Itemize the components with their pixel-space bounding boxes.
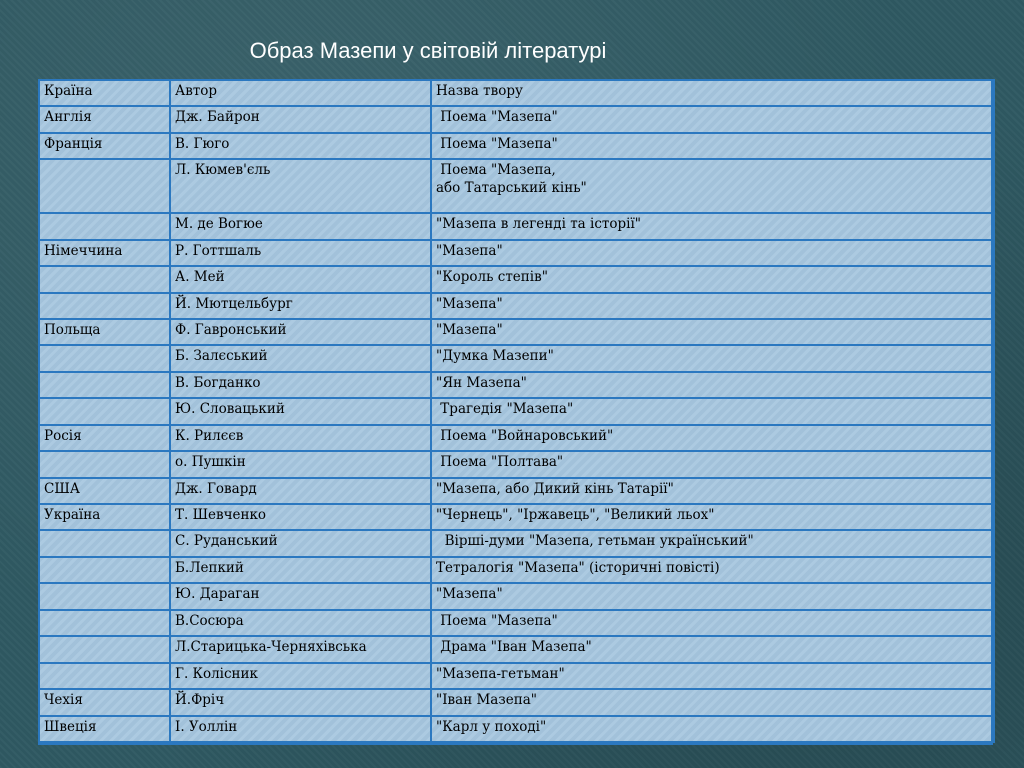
author-cell: Дж. Говард — [170, 478, 431, 504]
country-cell — [39, 530, 170, 556]
table-row — [39, 319, 994, 345]
table-row — [39, 345, 994, 371]
author-cell: С. Руданський — [170, 530, 431, 556]
country-cell: Німеччина — [39, 240, 170, 266]
table-row — [39, 689, 994, 715]
country-cell — [39, 213, 170, 239]
country-cell — [39, 610, 170, 636]
table-row — [39, 133, 994, 159]
work-cell: "Мазепа-гетьман" — [431, 663, 994, 689]
work-cell: Вірші-думи "Мазепа, гетьман український" — [431, 530, 994, 556]
table-header-row — [39, 80, 994, 106]
table-row — [39, 478, 994, 504]
table-row — [39, 663, 994, 689]
table-row — [39, 266, 994, 292]
country-cell — [39, 159, 170, 213]
work-cell: "Мазепа в легенді та історії" — [431, 213, 994, 239]
header-author: Автор — [170, 80, 431, 106]
work-cell: Поема "Мазепа, або Татарський кінь" — [431, 159, 994, 213]
header-country: Країна — [39, 80, 170, 106]
country-cell — [39, 557, 170, 583]
works-table-container — [38, 79, 993, 745]
author-cell: Дж. Байрон — [170, 106, 431, 132]
table-row — [39, 240, 994, 266]
author-cell: о. Пушкін — [170, 451, 431, 477]
works-table — [38, 79, 995, 743]
table-row — [39, 106, 994, 132]
work-cell: "Ян Мазепа" — [431, 372, 994, 398]
work-cell: Поема "Мазепа" — [431, 610, 994, 636]
country-cell — [39, 345, 170, 371]
work-cell: "Мазепа" — [431, 240, 994, 266]
work-cell: "Король степів" — [431, 266, 994, 292]
work-cell: "Думка Мазепи" — [431, 345, 994, 371]
author-cell: Ю. Словацький — [170, 398, 431, 424]
work-cell: "Чернець", "Іржавець", "Великий льох" — [431, 504, 994, 530]
country-cell: Росія — [39, 425, 170, 451]
table-row — [39, 583, 994, 609]
country-cell: США — [39, 478, 170, 504]
author-cell: Р. Готтшаль — [170, 240, 431, 266]
country-cell: Україна — [39, 504, 170, 530]
country-cell: Англія — [39, 106, 170, 132]
table-row — [39, 636, 994, 662]
country-cell — [39, 398, 170, 424]
table-row — [39, 398, 994, 424]
table-row — [39, 159, 994, 213]
country-cell — [39, 583, 170, 609]
table-row — [39, 716, 994, 742]
author-cell: Й.Фріч — [170, 689, 431, 715]
country-cell: Чехія — [39, 689, 170, 715]
work-cell: Поема "Мазепа" — [431, 106, 994, 132]
author-cell: Ф. Гавронський — [170, 319, 431, 345]
slide-title: Образ Мазепи у світовій літературі — [249, 38, 607, 63]
author-cell: Л.Старицька-Черняхівська — [170, 636, 431, 662]
work-cell: Драма "Іван Мазепа" — [431, 636, 994, 662]
country-cell: Франція — [39, 133, 170, 159]
work-cell: "Мазепа" — [431, 583, 994, 609]
work-cell: "Карл у поході" — [431, 716, 994, 742]
author-cell: В. Гюго — [170, 133, 431, 159]
author-cell: Т. Шевченко — [170, 504, 431, 530]
work-cell: Тетралогія "Мазепа" (історичні повісті) — [431, 557, 994, 583]
country-cell — [39, 293, 170, 319]
work-cell: Поема "Полтава" — [431, 451, 994, 477]
work-cell: Поема "Войнаровський" — [431, 425, 994, 451]
author-cell: А. Мей — [170, 266, 431, 292]
country-cell — [39, 451, 170, 477]
table-row — [39, 451, 994, 477]
author-cell: Б. Залєський — [170, 345, 431, 371]
table-row — [39, 530, 994, 556]
country-cell — [39, 636, 170, 662]
table-row — [39, 213, 994, 239]
author-cell: Г. Колісник — [170, 663, 431, 689]
author-cell: В. Богданко — [170, 372, 431, 398]
table-row — [39, 557, 994, 583]
country-cell: Польща — [39, 319, 170, 345]
author-cell: В.Сосюра — [170, 610, 431, 636]
work-cell: "Мазепа, або Дикий кінь Татарії" — [431, 478, 994, 504]
country-cell: Швеція — [39, 716, 170, 742]
header-work: Назва твору — [431, 80, 994, 106]
work-cell: "Іван Мазепа" — [431, 689, 994, 715]
table-row — [39, 504, 994, 530]
author-cell: Л. Кюмев'єль — [170, 159, 431, 213]
table-row — [39, 610, 994, 636]
country-cell — [39, 372, 170, 398]
table-body — [39, 80, 994, 742]
work-cell: Поема "Мазепа" — [431, 133, 994, 159]
table-row — [39, 372, 994, 398]
country-cell — [39, 266, 170, 292]
table-row — [39, 293, 994, 319]
country-cell — [39, 663, 170, 689]
author-cell: М. де Вогюе — [170, 213, 431, 239]
work-cell: "Мазепа" — [431, 293, 994, 319]
author-cell: Й. Мютцельбург — [170, 293, 431, 319]
author-cell: І. Уоллін — [170, 716, 431, 742]
work-cell: "Мазепа" — [431, 319, 994, 345]
work-cell: Трагедія "Мазепа" — [431, 398, 994, 424]
table-row — [39, 425, 994, 451]
author-cell: К. Рилєєв — [170, 425, 431, 451]
author-cell: Б.Лепкий — [170, 557, 431, 583]
author-cell: Ю. Дараган — [170, 583, 431, 609]
